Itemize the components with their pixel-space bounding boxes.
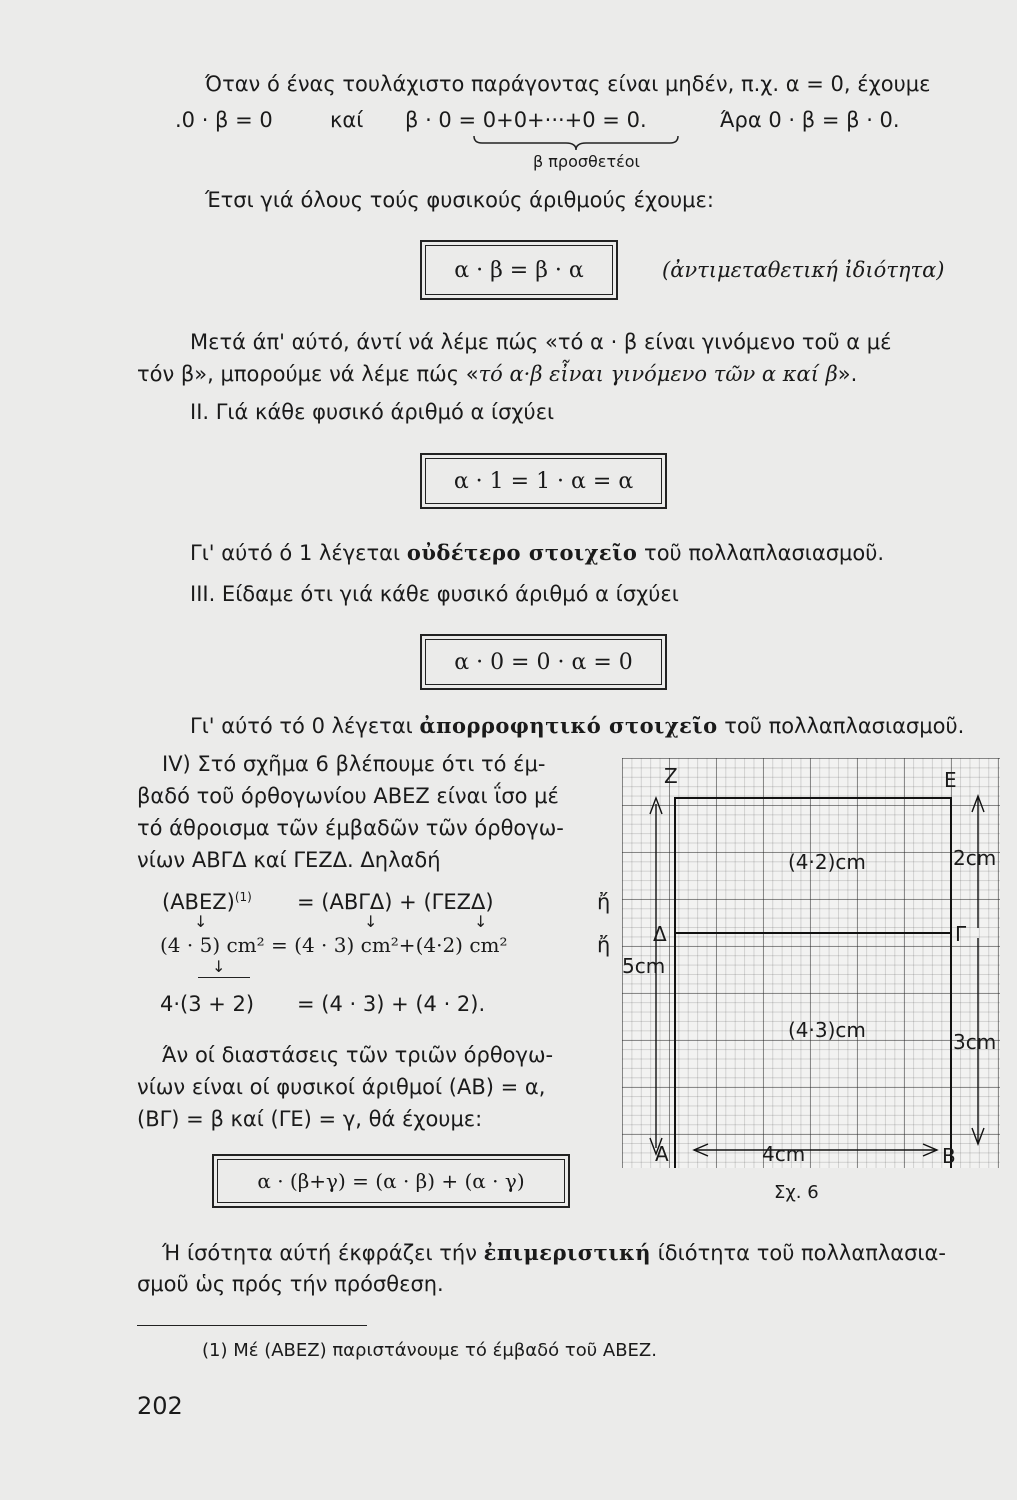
section-4-l4: νίων ΑΒΓΔ καί ΓΕΖΔ. Δηλαδή	[137, 848, 441, 872]
area-eq-left: $(ABEZ)^{(1)}$	[162, 890, 252, 914]
therefore-eq: Άρα 0 · β = β · 0.	[720, 108, 900, 132]
para-product-l1: Μετά άπ' αύτό, άντί νά λέμε πώς «τό α · β είναι γινόμενο τοῦ α μέ	[190, 330, 892, 354]
absorbing-element-line: Γι' αύτό τό 0 λέγεται ἀπορροφητικό στοιχεῖο τοῦ πολλαπλασιασμοῦ.	[190, 713, 965, 738]
and-word: καί	[330, 108, 364, 132]
arrow-down-3: ↓	[474, 912, 488, 931]
arrow-down-2: ↓	[364, 912, 378, 931]
commutative-formula: α · β = β · α	[425, 245, 613, 295]
arrow-down-1: ↓	[194, 912, 208, 931]
footnote-rule	[137, 1325, 367, 1326]
label-B: B	[942, 1144, 956, 1168]
zero-formula-box	[420, 634, 667, 690]
label-Gamma: Γ	[955, 922, 967, 946]
section-4-l1: IV) Στό σχῆμα 6 βλέπουμε ότι τό έμ-	[162, 752, 546, 776]
zero-formula: α · 0 = 0 · α = 0	[425, 639, 662, 685]
section-4-l3: τό άθροισμα τῶν έμβαδῶν τῶν όρθογω-	[137, 816, 564, 840]
overline	[198, 977, 250, 978]
page-number: 202	[137, 1392, 183, 1420]
distributive-line-2: σμοῦ ὡς πρός τήν πρόσθεση.	[137, 1272, 444, 1296]
figure-6	[622, 758, 1000, 1168]
distributive-formula: α · (β+γ) = (α · β) + (α · γ)	[217, 1159, 565, 1203]
numeric-area-or: ἤ	[597, 933, 611, 957]
area-eq-or: ἤ	[597, 890, 611, 914]
zero-product-eq: .0 · β = 0	[175, 108, 273, 132]
bottom-area-label: (4·3)cm	[788, 1018, 866, 1042]
numeric-area-eq: (4 · 5) cm² = (4 · 3) cm²+(4·2) cm²	[160, 933, 508, 957]
intro-line: Όταν ό ένας τουλάχιστο παράγοντας είναι μηδέν, π.χ. α = 0, έχουμε	[205, 72, 931, 96]
distributive-line-1: Ή ίσότητα αύτή έκφράζει τήν ἐπιμεριστική ίδιότητα τοῦ πολλαπλασια-	[162, 1240, 946, 1265]
identity-formula-box	[420, 453, 667, 509]
dim-3cm: 3cm	[953, 1030, 997, 1054]
sum-of-zeros-eq: β · 0 = 0+0+···+0 = 0.	[405, 108, 647, 132]
distributive-example-left: 4·(3 + 2)	[160, 992, 255, 1016]
brace-label: β προσθετέοι	[533, 152, 640, 171]
label-Delta: Δ	[653, 922, 667, 946]
para-product-l2: τόν β», μπορούμε νά λέμε πώς «τό α·β εἶναι γινόμενο τῶν α καί β».	[137, 362, 858, 386]
section-4-l2: βαδό τοῦ όρθογωνίου ΑΒΕΖ είναι ΐσο μέ	[137, 784, 559, 808]
for-all-line: Έτσι γιά όλους τούς φυσικούς άριθμούς έχουμε:	[205, 188, 714, 212]
label-A: A	[655, 1142, 669, 1166]
area-eq-right: = (ΑΒΓΔ) + (ΓΕΖΔ)	[297, 890, 494, 914]
dim-4cm: 4cm	[762, 1142, 806, 1166]
dim-5cm: 5cm	[622, 954, 666, 978]
label-Z: Z	[664, 764, 678, 788]
section-3-heading: III. Είδαμε ότι γιά κάθε φυσικό άριθμό α ίσχύει	[190, 582, 679, 606]
dimensions-l2: νίων είναι οί φυσικοί άριθμοί (ΑΒ) = α,	[137, 1075, 546, 1099]
distributive-formula-box	[212, 1154, 570, 1208]
label-E: E	[944, 768, 957, 792]
section-2-heading: II. Γιά κάθε φυσικό άριθμό α ίσχύει	[190, 400, 555, 424]
identity-formula: α · 1 = 1 · α = α	[425, 458, 662, 504]
dimensions-l3: (ΒΓ) = β καί (ΓΕ) = γ, θά έχουμε:	[137, 1107, 483, 1131]
top-area-label: (4·2)cm	[788, 850, 866, 874]
distributive-example-right: = (4 · 3) + (4 · 2).	[297, 992, 486, 1016]
underbrace	[472, 134, 680, 152]
dim-2cm: 2cm	[953, 846, 997, 870]
commutative-formula-box	[420, 240, 618, 300]
figure-caption: Σχ. 6	[774, 1182, 819, 1203]
commutative-property-label: (ἀντιμεταθετική ἰδιότητα)	[662, 258, 945, 282]
footnote: (1) Μέ (ΑΒΕΖ) παριστάνουμε τό έμβαδό τοῦ ΑΒΕΖ.	[202, 1340, 657, 1361]
dimensions-l1: Άν οί διαστάσεις τῶν τριῶν όρθογω-	[162, 1043, 554, 1067]
neutral-element-line: Γι' αύτό ό 1 λέγεται οὐδέτερο στοιχεῖο τοῦ πολλαπλασιασμοῦ.	[190, 540, 885, 565]
arrow-down-4: ↓	[212, 957, 226, 976]
